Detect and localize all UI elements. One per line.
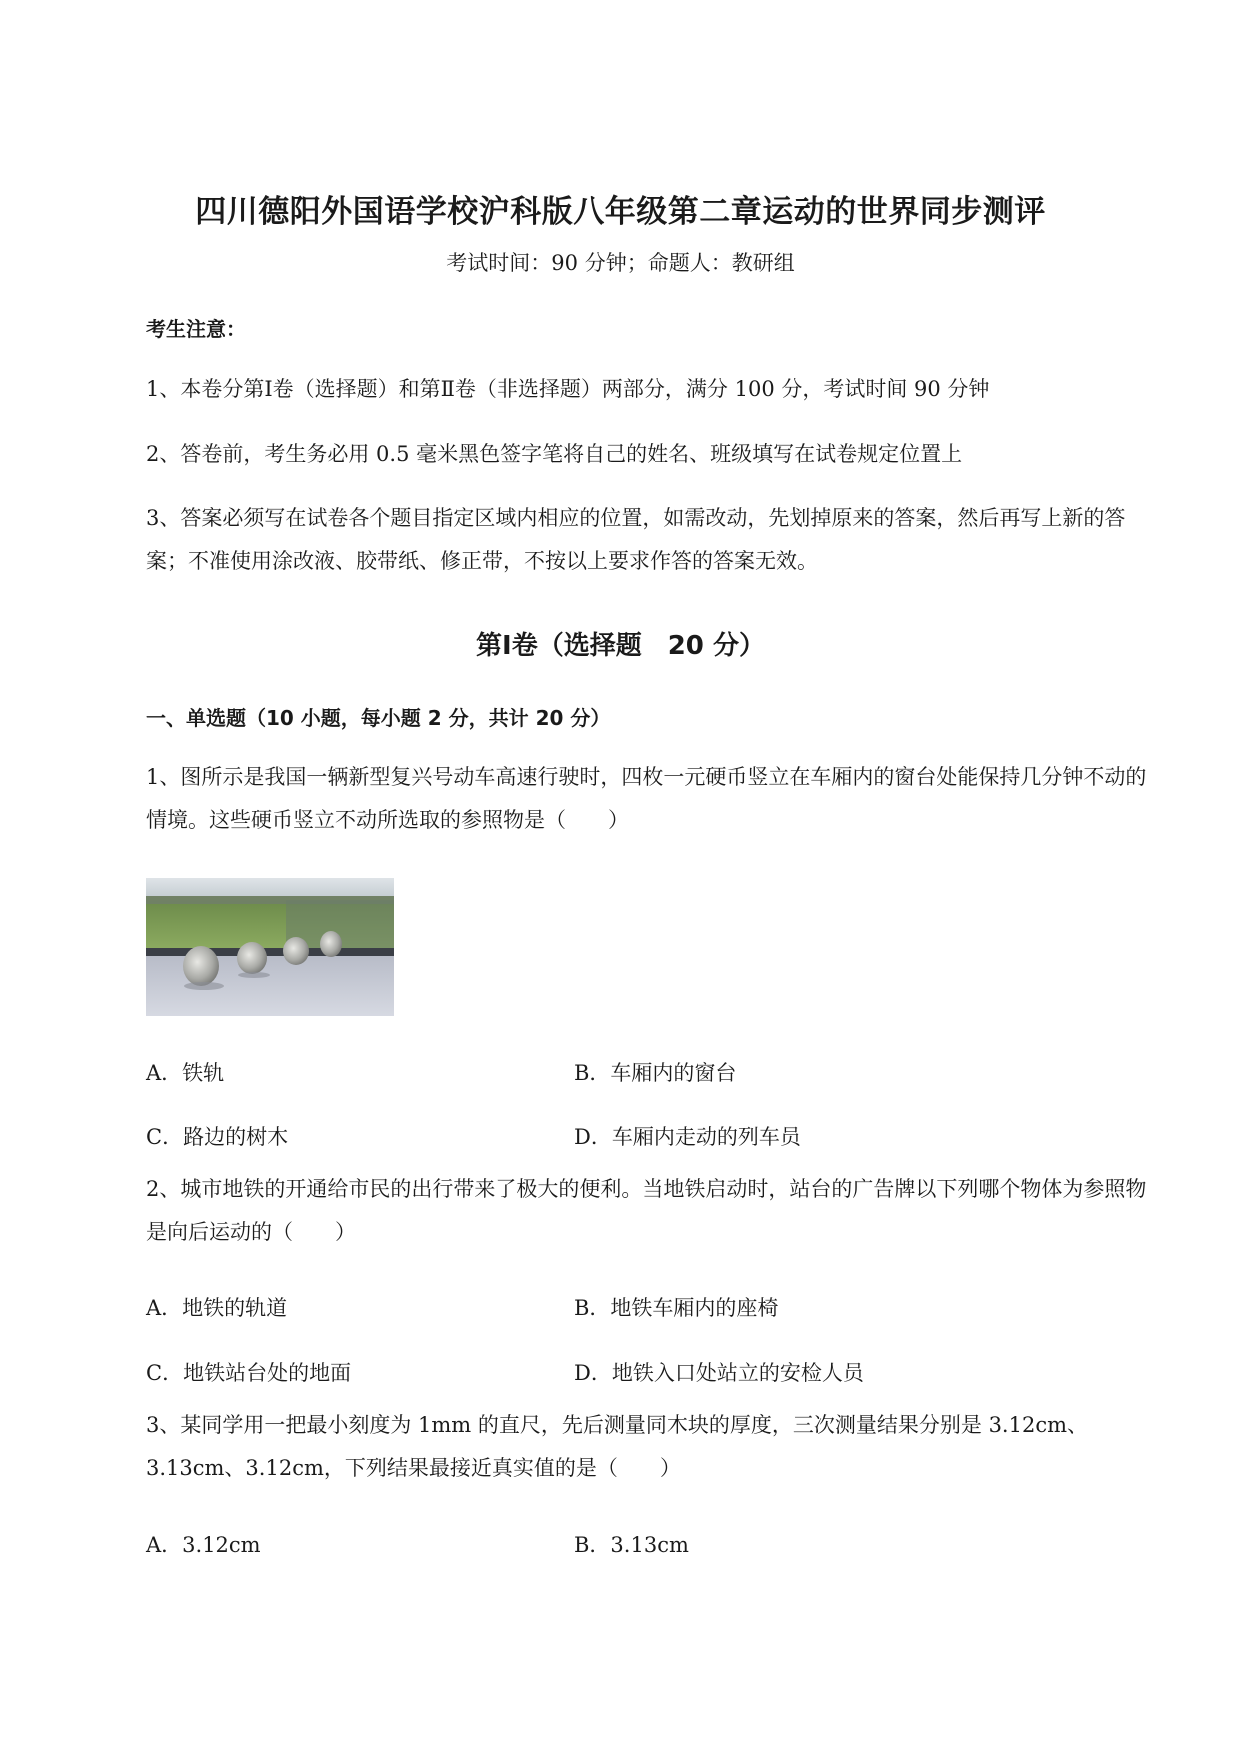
section-title: 第Ⅰ卷（选择题 20 分） [476, 631, 765, 661]
question-1-option-d: D．车厢内走动的列车员 [574, 1125, 801, 1149]
question-3-stem: 3、某同学用一把最小刻度为 1mm 的直尺，先后测量同木块的厚度，三次测量结果分别是 3.12cm、3.13cm、3.12cm，下列结果最接近真实值的是（ ） [146, 1413, 1089, 1480]
notice-item-1: 1、本卷分第Ⅰ卷（选择题）和第Ⅱ卷（非选择题）两部分，满分 100 分，考试时间 90 分钟 [146, 377, 990, 401]
question-2-option-b: B．地铁车厢内的座椅 [574, 1296, 779, 1320]
part-heading: 一、单选题（10 小题，每小题 2 分，共计 20 分） [146, 706, 611, 730]
question-2-option-c: C．地铁站台处的地面 [146, 1361, 352, 1385]
notice-item-2: 2、答卷前，考生务必用 0.5 毫米黑色签字笔将自己的姓名、班级填写在试卷规定位置上 [146, 442, 963, 466]
question-1-option-c: C．路边的树木 [146, 1125, 289, 1149]
exam-info: 考试时间：90 分钟；命题人：教研组 [446, 251, 795, 275]
notice-heading: 考生注意： [146, 317, 246, 341]
question-1-option-a: A．铁轨 [146, 1061, 225, 1085]
question-3-option-b: B．3.13cm [574, 1533, 689, 1557]
question-2-stem: 2、城市地铁的开通给市民的出行带来了极大的便利。当地铁启动时，站台的广告牌以下列哪个物体为参照物是向后运动的（ ） [146, 1177, 1147, 1244]
question-3-option-a: A．3.12cm [146, 1533, 261, 1557]
coins-photo [146, 878, 394, 1016]
question-2-option-a: A．地铁的轨道 [146, 1296, 288, 1320]
coins-on-windowsill-image [146, 878, 394, 1016]
question-1-stem: 1、图所示是我国一辆新型复兴号动车高速行驶时，四枚一元硬币竖立在车厢内的窗台处能保持几分钟不动的情境。这些硬币竖立不动所选取的参照物是（ ） [146, 765, 1147, 832]
question-2-option-d: D．地铁入口处站立的安检人员 [574, 1361, 864, 1385]
question-1-option-b: B．车厢内的窗台 [574, 1061, 737, 1085]
notice-item-3: 3、答案必须写在试卷各个题目指定区域内相应的位置，如需改动，先划掉原来的答案，然后再写上新的答案；不准使用涂改液、胶带纸、修正带，不按以上要求作答的答案无效。 [146, 506, 1126, 573]
page-title: 四川德阳外国语学校沪科版八年级第二章运动的世界同步测评 [195, 194, 1046, 230]
